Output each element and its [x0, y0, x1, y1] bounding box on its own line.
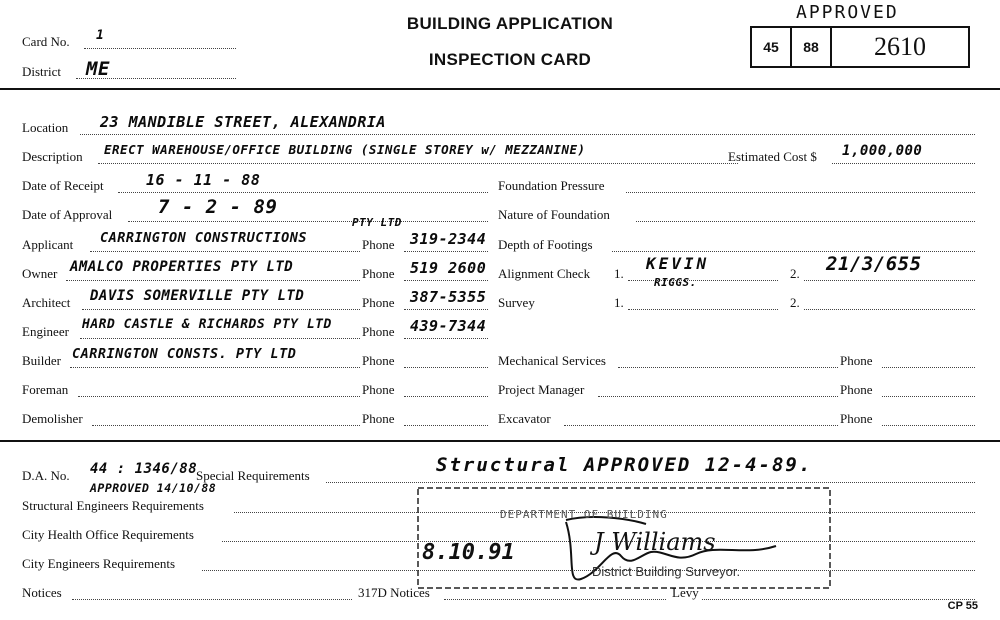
- stamp-text-bottom: District Building Surveyor.: [592, 564, 741, 579]
- mechanical-label: Mechanical Services: [498, 353, 606, 368]
- stamp-text-top: DEPARTMENT OF BUILDING: [500, 508, 668, 521]
- district-label: District: [22, 64, 61, 79]
- owner-phone-line: [404, 280, 488, 281]
- structural-eng-label: Structural Engineers Requirements: [22, 498, 204, 513]
- survey-2-label: 2.: [790, 295, 800, 310]
- applicant-value: CARRINGTON CONSTRUCTIONS: [100, 230, 308, 246]
- owner-label: Owner: [22, 266, 58, 281]
- card-no-value: 1: [96, 28, 105, 43]
- location-line: [80, 134, 975, 135]
- architect-value: DAVIS SOMERVILLE PTY LTD: [90, 288, 305, 304]
- date-receipt-value: 16 - 11 - 88: [146, 171, 261, 189]
- survey-1-line: [628, 309, 778, 310]
- alignment-1-value2: RIGGS.: [654, 276, 697, 289]
- project-manager-phone-label: Phone: [840, 382, 873, 397]
- demolisher-line: [92, 425, 360, 426]
- stamp-signature: J Williams: [594, 528, 716, 556]
- foreman-label: Foreman: [22, 382, 69, 397]
- project-manager-phone-line: [882, 396, 975, 397]
- engineer-line: [80, 338, 360, 339]
- card-no-line: [84, 48, 236, 49]
- number-box-1: 45: [750, 26, 792, 68]
- da-no-value: 44 : 1346/88: [90, 461, 198, 477]
- foundation-pressure-label: Foundation Pressure: [498, 178, 605, 193]
- alignment-1-label: 1.: [614, 266, 624, 281]
- applicant-phone-line: [404, 251, 488, 252]
- survey-2-line: [804, 309, 975, 310]
- date-approval-value: 7 - 2 - 89: [158, 196, 278, 218]
- builder-phone-line: [404, 367, 488, 368]
- applicant-phone-label: Phone: [362, 237, 395, 252]
- notices-line: [72, 599, 352, 600]
- mechanical-phone-label: Phone: [840, 353, 873, 368]
- levy-line: [702, 599, 975, 600]
- applicant-label: Applicant: [22, 237, 74, 252]
- alignment-check-label: Alignment Check: [498, 266, 591, 281]
- owner-phone-value: 519 2600: [410, 259, 487, 277]
- alignment-1-value: KEVIN: [646, 254, 710, 273]
- builder-value: CARRINGTON CONSTS. PTY LTD: [72, 346, 297, 362]
- depth-footings-line: [612, 251, 975, 252]
- date-approval-line: [128, 221, 488, 222]
- mechanical-line: [618, 367, 838, 368]
- architect-phone-label: Phone: [362, 295, 395, 310]
- notices-label: Notices: [22, 585, 62, 600]
- owner-line: [66, 280, 360, 281]
- description-label: Description: [22, 149, 83, 164]
- city-health-label: City Health Office Requirements: [22, 527, 194, 542]
- demolisher-phone-label: Phone: [362, 411, 395, 426]
- location-label: Location: [22, 120, 69, 135]
- engineer-value: HARD CASTLE & RICHARDS PTY LTD: [82, 317, 332, 332]
- header-divider: [0, 88, 1000, 90]
- mechanical-phone-line: [882, 367, 975, 368]
- architect-phone-line: [404, 309, 488, 310]
- survey-1-label: 1.: [614, 295, 624, 310]
- applicant-phone-value: 319-2344: [410, 230, 487, 248]
- stamp-date: 8.10.91: [422, 540, 515, 565]
- engineer-phone-label: Phone: [362, 324, 395, 339]
- da-approved: APPROVED 14/10/88: [90, 481, 217, 495]
- builder-phone-label: Phone: [362, 353, 395, 368]
- special-requirements-value: Structural APPROVED 12-4-89.: [436, 454, 813, 476]
- special-requirements-line: [326, 482, 975, 483]
- foreman-phone-label: Phone: [362, 382, 395, 397]
- date-receipt-line: [118, 192, 488, 193]
- excavator-line: [564, 425, 838, 426]
- nature-foundation-label: Nature of Foundation: [498, 207, 610, 222]
- estimated-cost-label: Estimated Cost $: [728, 149, 817, 164]
- approval-stamp: [416, 484, 836, 594]
- builder-label: Builder: [22, 353, 61, 368]
- levy-label: Levy: [672, 585, 699, 600]
- demolisher-label: Demolisher: [22, 411, 83, 426]
- section-divider: [0, 440, 1000, 442]
- owner-value: AMALCO PROPERTIES PTY LTD: [70, 259, 294, 275]
- number-box-3: 2610: [830, 26, 970, 68]
- foreman-phone-line: [404, 396, 488, 397]
- demolisher-phone-line: [404, 425, 488, 426]
- alignment-1-line: [628, 280, 778, 281]
- description-value: ERECT WAREHOUSE/OFFICE BUILDING (SINGLE STOREY w/ MEZZANINE): [104, 142, 586, 157]
- foundation-pressure-line: [626, 192, 975, 193]
- special-requirements-label: Special Requirements: [196, 468, 310, 483]
- builder-line: [70, 367, 360, 368]
- approved-mark: APPROVED: [796, 2, 899, 23]
- owner-phone-label: Phone: [362, 266, 395, 281]
- date-receipt-label: Date of Receipt: [22, 178, 104, 193]
- da-no-label: D.A. No.: [22, 468, 70, 483]
- estimated-cost-value: 1,000,000: [842, 143, 923, 159]
- engineer-phone-value: 439-7344: [410, 317, 487, 335]
- foreman-line: [78, 396, 360, 397]
- district-value: ME: [86, 58, 110, 80]
- survey-label: Survey: [498, 295, 535, 310]
- architect-line: [82, 309, 360, 310]
- nature-foundation-line: [636, 221, 975, 222]
- description-line: [98, 163, 738, 164]
- applicant-line: [90, 251, 360, 252]
- city-engineers-label: City Engineers Requirements: [22, 556, 176, 571]
- applicant-suffix: PTY LTD: [352, 216, 402, 229]
- project-manager-line: [598, 396, 838, 397]
- alignment-2-line: [804, 280, 975, 281]
- engineer-label: Engineer: [22, 324, 69, 339]
- location-value: 23 MANDIBLE STREET, ALEXANDRIA: [100, 113, 386, 131]
- card-no-label: Card No.: [22, 34, 70, 49]
- estimated-cost-line: [832, 163, 975, 164]
- title-line-2: INSPECTION CARD: [428, 50, 592, 69]
- title-line-1: BUILDING APPLICATION: [406, 14, 614, 33]
- alignment-2-label: 2.: [790, 266, 800, 281]
- excavator-label: Excavator: [498, 411, 551, 426]
- architect-label: Architect: [22, 295, 71, 310]
- date-approval-label: Date of Approval: [22, 207, 113, 222]
- engineer-phone-line: [404, 338, 488, 339]
- number-box-2: 88: [790, 26, 832, 68]
- notices-317d-label: 317D Notices: [358, 585, 430, 600]
- excavator-phone-line: [882, 425, 975, 426]
- project-manager-label: Project Manager: [498, 382, 585, 397]
- notices-317d-line: [444, 599, 666, 600]
- alignment-2-value: 21/3/655: [826, 253, 922, 275]
- depth-footings-label: Depth of Footings: [498, 237, 593, 252]
- architect-phone-value: 387-5355: [410, 288, 487, 306]
- excavator-phone-label: Phone: [840, 411, 873, 426]
- form-code: CP 55: [947, 600, 978, 612]
